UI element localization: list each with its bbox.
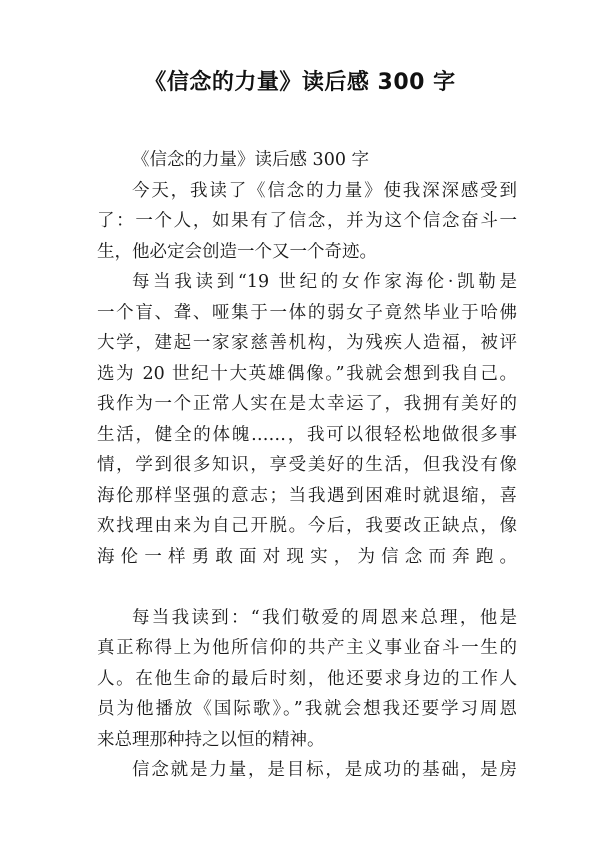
paragraph-3-line-5: 来总理那种持之以恒的精神。 [97, 729, 325, 750]
document-title: 《信念的力量》读后感 300 字 [144, 70, 456, 95]
paragraph-1-line-3: 生，他必定会创造一个又一个奇迹。 [97, 241, 377, 262]
paragraph-2-line-9: 欢找理由来为自己开脱。今后，我要改正缺点，像 [97, 516, 517, 536]
paragraph-3-line-4: 员为他播放《国际歌》。”我就会想我还要学习周恩 [97, 699, 517, 719]
document-body [97, 145, 517, 786]
paragraph-2-line-7: 情，学到很多知识，享受美好的生活，但我没有像 [97, 455, 517, 475]
paragraph-2-line-8: 海伦那样坚强的意志；当我遇到困难时就退缩，喜 [97, 485, 517, 506]
paragraph-2-line-3: 大学，建起一家家慈善机构，为残疾人造福，被评 [97, 333, 517, 353]
paragraph-4-line-1: 信念就是力量，是目标，是成功的基础，是房 [132, 760, 517, 780]
paragraph-3-line-1: 每当我读到：“我们敬爱的周恩来总理，他是 [132, 607, 517, 628]
paragraph-2-line-10: 海伦一样勇敢面对现实，为信念而奔跑。 [97, 546, 517, 567]
paragraph-2-line-5: 我作为一个正常人实在是太幸运了，我拥有美好的 [97, 394, 517, 414]
paragraph-2-line-6: 生活，健全的体魄……，我可以很轻松地做很多事 [97, 424, 517, 445]
paragraph-2-line-2: 一个盲、聋、哑集于一体的弱女子竟然毕业于哈佛 [97, 302, 517, 323]
paragraph-2-line-4: 选为 20 世纪十大英雄偶像。”我就会想到我自己。 [97, 363, 517, 384]
paragraph-2-line-1: 每当我读到“19 世纪的女作家海伦·凯勒是 [132, 272, 517, 292]
paragraph-2-line-11 [97, 572, 517, 603]
paragraph-3-line-2: 真正称得上为他所信仰的共产主义事业奋斗一生的 [97, 638, 517, 658]
paragraph-3-line-3: 人。在他生命的最后时刻，他还要求身边的工作人 [97, 668, 517, 689]
paragraph-1-line-1: 今天，我读了《信念的力量》使我深深感受到 [132, 180, 517, 201]
body-heading-line: 《信念的力量》读后感 300 字 [132, 150, 370, 170]
paragraph-1-line-2: 了：一个人，如果有了信念，并为这个信念奋斗一 [97, 211, 517, 231]
